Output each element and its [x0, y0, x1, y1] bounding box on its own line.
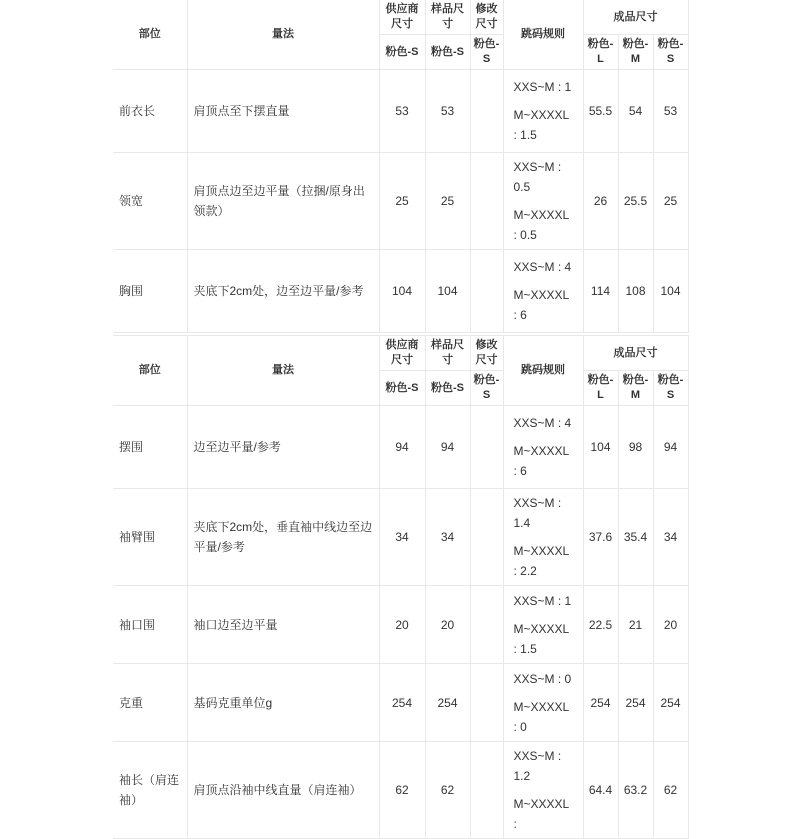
cell-method: 边至边平量/参考	[187, 406, 379, 489]
cell-finished-s: 34	[653, 489, 688, 586]
cell-finished-s: 25	[653, 153, 688, 250]
cell-modified-size	[470, 664, 503, 742]
cell-part: 摆围	[113, 406, 187, 489]
grading-rule-line-1: XXS~M : 4	[513, 260, 572, 274]
grading-rule-line-2: M~XXXXL : 0.5	[513, 208, 569, 242]
cell-modified-size	[470, 742, 503, 839]
cell-grading-rule	[503, 586, 583, 664]
cell-finished-l: 104	[583, 406, 618, 489]
col-subheader-modified-pink-s: 粉色-S	[470, 35, 503, 70]
cell-grading-rule	[503, 153, 583, 250]
spec-row-weight	[113, 664, 688, 742]
cell-finished-m: 108	[618, 250, 653, 333]
spec-row-sleeve-length	[113, 742, 688, 839]
cell-modified-size	[470, 70, 503, 153]
cell-finished-l: 64.4	[583, 742, 618, 839]
col-header-method: 量法	[187, 0, 379, 70]
cell-method: 夹底下2cm处，边至边平量/参考	[187, 250, 379, 333]
cell-supplier-size: 53	[379, 70, 425, 153]
spec-table-top	[113, 0, 689, 333]
cell-grading-rule	[503, 406, 583, 489]
cell-finished-m: 21	[618, 586, 653, 664]
grading-rule-line-1: XXS~M : 1	[513, 593, 572, 608]
cell-grading-rule	[503, 489, 583, 586]
col-subheader-sample-pink-s: 粉色-S	[425, 35, 470, 70]
spec-row-hem	[113, 406, 688, 489]
col-header-method: 量法	[187, 336, 379, 406]
col-subheader-finished-pink-m: 粉色-M	[618, 35, 653, 70]
cell-sample-size: 25	[425, 153, 470, 250]
cell-part: 前衣长	[113, 70, 187, 153]
col-subheader-finished-pink-s: 粉色-S	[653, 371, 688, 406]
grading-rule-line-1: XXS~M : 1	[513, 80, 572, 94]
col-header-finished-size: 成品尺寸	[583, 0, 688, 35]
cell-finished-m: 35.4	[618, 489, 653, 586]
cell-part: 领宽	[113, 153, 187, 250]
grading-rule-line-2: M~XXXXL : 1.5	[513, 621, 569, 656]
cell-supplier-size: 104	[379, 250, 425, 333]
cell-method: 袖口边至边平量	[187, 586, 379, 664]
grading-rule-line-2: M~XXXXL : 6	[513, 444, 569, 478]
cell-supplier-size: 34	[379, 489, 425, 586]
cell-sample-size: 254	[425, 664, 470, 742]
cell-modified-size	[470, 586, 503, 664]
col-header-modified-size: 修改尺寸	[470, 0, 503, 35]
cell-finished-s: 94	[653, 406, 688, 489]
spec-row-cuff	[113, 586, 688, 664]
col-header-grading-rule: 跳码规则	[503, 336, 583, 406]
cell-grading-rule	[503, 250, 583, 333]
cell-supplier-size: 62	[379, 742, 425, 839]
cell-finished-s: 20	[653, 586, 688, 664]
col-subheader-finished-pink-s: 粉色-S	[653, 35, 688, 70]
cell-finished-m: 98	[618, 406, 653, 489]
spec-row-front-length	[113, 70, 688, 153]
col-header-part: 部位	[113, 336, 187, 406]
cell-supplier-size: 20	[379, 586, 425, 664]
grading-rule-line-1: XXS~M : 0.5	[513, 160, 562, 194]
cell-finished-l: 55.5	[583, 70, 618, 153]
cell-supplier-size: 94	[379, 406, 425, 489]
spec-table-bottom	[113, 335, 689, 839]
header-row-1	[113, 0, 688, 35]
header-row-1	[113, 336, 688, 371]
col-header-part: 部位	[113, 0, 187, 70]
col-header-supplier-size: 供应商尺寸	[379, 0, 425, 35]
cell-sample-size: 62	[425, 742, 470, 839]
grading-rule-line-1: XXS~M : 4	[513, 416, 572, 430]
cell-finished-s: 104	[653, 250, 688, 333]
cell-method: 夹底下2cm处，垂直袖中线边至边平量/参考	[187, 489, 379, 586]
cell-grading-rule	[503, 70, 583, 153]
grading-rule-line-2: M~XXXXL :	[513, 797, 569, 831]
cell-finished-m: 254	[618, 664, 653, 742]
cell-finished-l: 26	[583, 153, 618, 250]
cell-finished-s: 53	[653, 70, 688, 153]
cell-sample-size: 20	[425, 586, 470, 664]
cell-grading-rule	[503, 664, 583, 742]
grading-rule-line-2: M~XXXXL : 1.5	[513, 108, 569, 142]
grading-rule-line-2: M~XXXXL : 6	[513, 288, 569, 322]
col-subheader-supplier-pink-s: 粉色-S	[379, 371, 425, 406]
cell-modified-size	[470, 406, 503, 489]
grading-rule-line-1: XXS~M : 1.4	[513, 496, 562, 530]
cell-method: 肩顶点沿袖中线直量（肩连袖）	[187, 742, 379, 839]
cell-finished-m: 25.5	[618, 153, 653, 250]
grading-rule-line-1: XXS~M : 0	[513, 671, 572, 686]
grading-rule-line-1: XXS~M : 1.2	[513, 749, 562, 783]
cell-method: 基码克重单位g	[187, 664, 379, 742]
cell-part: 袖长（肩连袖）	[113, 742, 187, 839]
col-subheader-modified-pink-s: 粉色-S	[470, 371, 503, 406]
cell-sample-size: 104	[425, 250, 470, 333]
col-subheader-sample-pink-s: 粉色-S	[425, 371, 470, 406]
col-header-supplier-size: 供应商尺寸	[379, 336, 425, 371]
spec-row-neck-width	[113, 153, 688, 250]
cell-modified-size	[470, 153, 503, 250]
cell-finished-m: 63.2	[618, 742, 653, 839]
cell-part: 袖臂围	[113, 489, 187, 586]
cell-part: 克重	[113, 664, 187, 742]
col-subheader-supplier-pink-s: 粉色-S	[379, 35, 425, 70]
cell-modified-size	[470, 250, 503, 333]
grading-rule-line-2: M~XXXXL : 2.2	[513, 544, 569, 578]
col-subheader-finished-pink-l: 粉色-L	[583, 371, 618, 406]
cell-supplier-size: 254	[379, 664, 425, 742]
cell-finished-l: 254	[583, 664, 618, 742]
col-header-modified-size: 修改尺寸	[470, 336, 503, 371]
spec-row-sleeve-arm	[113, 489, 688, 586]
grading-rule-line-2: M~XXXXL : 0	[513, 699, 569, 734]
cell-part: 胸围	[113, 250, 187, 333]
cell-finished-m: 54	[618, 70, 653, 153]
cell-modified-size	[470, 489, 503, 586]
col-header-sample-size: 样品尺寸	[425, 0, 470, 35]
cell-finished-l: 114	[583, 250, 618, 333]
cell-sample-size: 94	[425, 406, 470, 489]
cell-sample-size: 34	[425, 489, 470, 586]
cell-sample-size: 53	[425, 70, 470, 153]
col-header-finished-size: 成品尺寸	[583, 336, 688, 371]
col-header-sample-size: 样品尺寸	[425, 336, 470, 371]
col-header-grading-rule: 跳码规则	[503, 0, 583, 70]
col-subheader-finished-pink-l: 粉色-L	[583, 35, 618, 70]
cell-finished-s: 62	[653, 742, 688, 839]
cell-method: 肩顶点至下摆直量	[187, 70, 379, 153]
cell-method: 肩顶点边至边平量（拉捆/原身出领款）	[187, 153, 379, 250]
cell-supplier-size: 25	[379, 153, 425, 250]
cell-part: 袖口围	[113, 586, 187, 664]
col-subheader-finished-pink-m: 粉色-M	[618, 371, 653, 406]
spec-row-chest	[113, 250, 688, 333]
cell-grading-rule	[503, 742, 583, 839]
cell-finished-l: 37.6	[583, 489, 618, 586]
cell-finished-l: 22.5	[583, 586, 618, 664]
cell-finished-s: 254	[653, 664, 688, 742]
